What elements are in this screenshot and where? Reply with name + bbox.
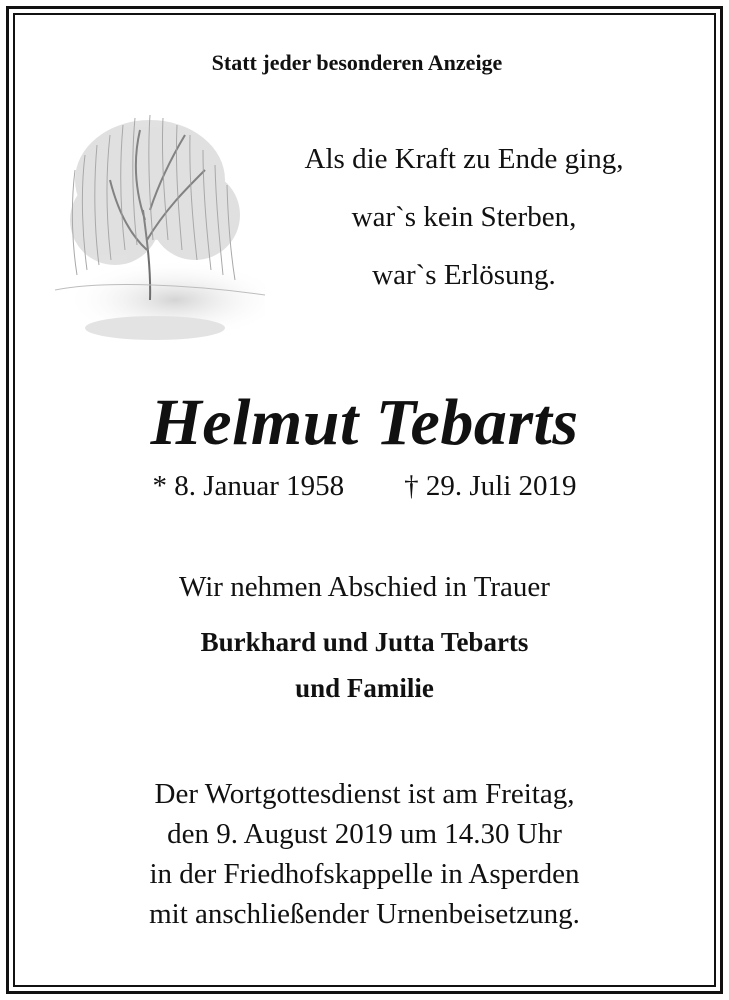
service-line-1: Der Wortgottesdienst ist am Freitag,: [154, 778, 575, 810]
service-line-2: den 9. August 2019 um 14.30 Uhr: [167, 818, 562, 850]
poem-line-3: war`s Erlösung.: [372, 259, 556, 291]
service-line-3: in der Friedhofskappelle in Asperden: [149, 858, 580, 890]
service-line-4: mit anschließender Urnenbeisetzung.: [149, 898, 580, 930]
notice-header: Statt jeder besonderen Anzeige: [211, 50, 503, 75]
birth-date: * 8. Januar 1958: [152, 470, 345, 502]
death-date: † 29. Juli 2019: [404, 470, 577, 502]
family-line-1: Burkhard und Jutta Tebarts: [200, 627, 529, 657]
poem-line-2: war`s kein Sterben,: [351, 201, 577, 233]
family-line-2: und Familie: [295, 673, 434, 703]
life-dates: [0, 470, 729, 503]
poem-line-1: Als die Kraft zu Ende ging,: [304, 143, 624, 175]
willow-tree-icon: [55, 100, 265, 348]
deceased-name: Helmut Tebarts: [150, 386, 579, 459]
mourning-text: Wir nehmen Abschied in Trauer: [179, 571, 550, 603]
